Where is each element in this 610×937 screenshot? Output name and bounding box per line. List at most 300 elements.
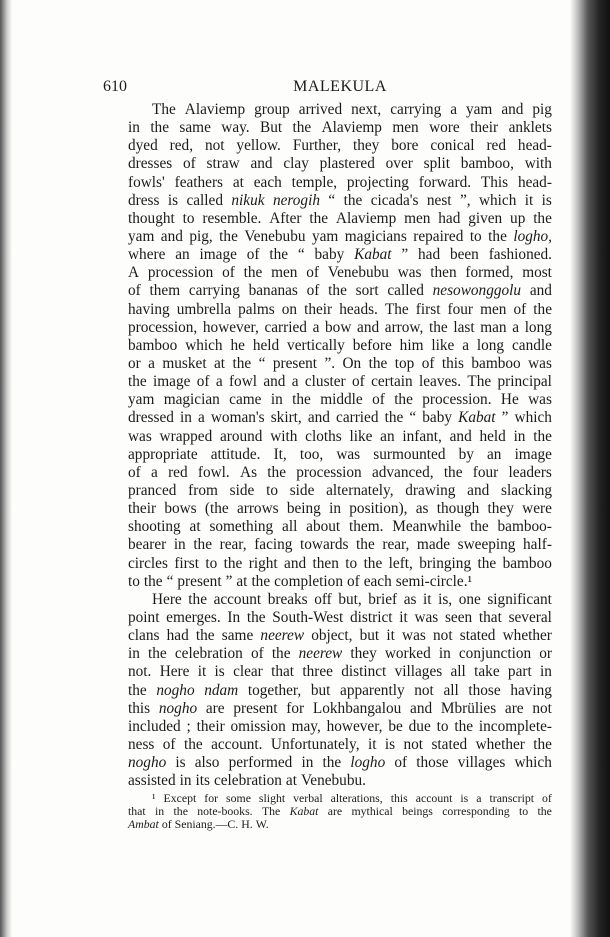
word: like	[349, 427, 373, 445]
word: the	[477, 554, 497, 572]
word: apparently	[340, 681, 405, 699]
word: the	[328, 282, 347, 300]
word: an	[487, 445, 502, 463]
word: are	[327, 804, 343, 818]
word: in	[301, 754, 314, 772]
word: villages	[457, 754, 506, 772]
word: this	[390, 791, 408, 805]
word: man	[480, 318, 507, 336]
word: three	[302, 663, 333, 681]
word: distinct	[341, 663, 387, 681]
word: verbal	[293, 791, 323, 805]
word: yam	[311, 227, 339, 245]
word: of	[196, 373, 210, 391]
word: but,	[338, 590, 362, 608]
word: not	[414, 681, 434, 699]
word: of	[182, 155, 196, 173]
word: having	[128, 300, 170, 318]
word: red,	[169, 137, 194, 155]
word: in	[540, 663, 552, 681]
word: the	[443, 463, 463, 481]
word: nest	[426, 191, 452, 209]
word: Alaviemp	[184, 101, 246, 118]
word: umbrella	[176, 300, 232, 318]
word: of	[542, 791, 552, 805]
word: middle	[320, 391, 363, 409]
word: a	[291, 373, 299, 391]
word: (the	[204, 500, 229, 518]
word: bamboo	[471, 354, 521, 372]
italic-word: logho	[350, 754, 386, 772]
word: baby	[314, 246, 345, 264]
word: It,	[273, 445, 287, 463]
word: the	[292, 391, 311, 409]
word: the	[394, 391, 413, 409]
word: not	[204, 137, 225, 155]
text-line	[128, 754, 552, 772]
word: account.	[211, 735, 263, 753]
word: given	[468, 209, 503, 227]
italic-word: Kabat	[458, 409, 496, 427]
word: the	[356, 536, 375, 554]
word: cloths	[305, 427, 342, 445]
word: “	[297, 246, 305, 264]
word: which	[185, 336, 223, 354]
word: are	[205, 699, 225, 717]
word: sort	[355, 282, 379, 300]
word: which	[514, 754, 552, 772]
word: men	[404, 209, 431, 227]
running-title: MALEKULA	[293, 78, 387, 95]
word: seen	[444, 608, 473, 626]
word: drawing	[405, 481, 456, 499]
word: or	[539, 645, 552, 663]
word: head-	[517, 137, 552, 155]
word: Here	[152, 590, 182, 608]
word: bamboo,	[460, 155, 514, 173]
word: a	[197, 409, 205, 427]
word: yellow.	[236, 137, 281, 155]
italic-word: ndam	[204, 681, 239, 699]
word: the	[428, 318, 448, 336]
word: part	[507, 663, 532, 681]
word: the	[251, 572, 271, 590]
word: bow	[325, 318, 352, 336]
word: district	[350, 608, 393, 626]
word: the	[128, 681, 147, 699]
text-line	[128, 464, 552, 482]
word: pig,	[189, 227, 213, 245]
word: dress	[128, 191, 160, 209]
text-line	[128, 282, 552, 300]
word: and	[160, 227, 183, 245]
text-line	[128, 391, 552, 409]
word: then	[430, 264, 457, 282]
word: brief	[368, 590, 398, 608]
word: In	[227, 608, 241, 626]
word: candle	[511, 336, 552, 354]
word: conical	[430, 137, 475, 155]
word: “	[258, 354, 266, 372]
word: which	[514, 409, 552, 427]
word: of	[394, 754, 408, 772]
word: carried	[336, 409, 379, 427]
word: a	[151, 463, 158, 481]
word: a	[476, 791, 482, 805]
word: magicians	[344, 227, 407, 245]
word: to	[519, 804, 529, 818]
word: dresses	[128, 155, 173, 173]
word: “	[328, 191, 336, 209]
word: repaired	[413, 227, 464, 245]
word: procession.	[422, 391, 492, 409]
word: in	[438, 645, 451, 663]
word: Venebubu	[244, 227, 306, 245]
word: before	[352, 336, 392, 354]
word: arrow,	[384, 318, 424, 336]
italic-word: nogho	[158, 699, 198, 717]
word: slacking	[501, 481, 552, 499]
word: they	[352, 137, 380, 155]
word: ”.	[324, 354, 336, 372]
word: note-books.	[197, 804, 253, 818]
footnote-line	[128, 818, 552, 831]
word: a	[512, 318, 520, 336]
word: Further,	[292, 137, 342, 155]
word: rear,	[382, 536, 410, 554]
book-binding-shadow	[0, 0, 12, 937]
word: The	[261, 804, 281, 818]
word: side	[229, 481, 255, 499]
word: not	[532, 699, 552, 717]
word: the	[454, 717, 474, 735]
word: same	[221, 627, 254, 645]
word: rear,	[219, 536, 247, 554]
word: then	[312, 554, 339, 572]
word: towards	[300, 536, 349, 554]
word: formed,	[465, 264, 514, 282]
word: forward.	[418, 173, 472, 191]
text-line	[128, 246, 552, 264]
word: they	[487, 500, 514, 518]
word: object,	[311, 627, 353, 645]
word: stated	[459, 627, 496, 645]
word: mythical	[351, 804, 393, 818]
word: The	[467, 373, 492, 391]
word: celebration	[174, 645, 243, 663]
word: left,	[388, 554, 413, 572]
word: it	[386, 627, 395, 645]
word: most	[522, 264, 552, 282]
word: and	[250, 155, 273, 173]
word: of	[222, 264, 235, 282]
word: present	[233, 699, 278, 717]
word: the	[322, 754, 342, 772]
word: together,	[247, 681, 302, 699]
word: feathers	[174, 173, 224, 191]
word: called	[186, 191, 223, 209]
word: the	[469, 518, 489, 536]
word: arrows	[236, 500, 279, 518]
word: an	[175, 246, 190, 264]
word: beings	[402, 804, 433, 818]
word: it	[367, 735, 377, 753]
word: it	[524, 191, 534, 209]
text-line	[128, 228, 552, 246]
text-line	[128, 555, 552, 573]
word: and	[449, 427, 472, 445]
word: split	[423, 155, 450, 173]
word: the	[368, 354, 388, 372]
word: or	[128, 354, 141, 372]
word: with	[270, 427, 298, 445]
word: skirt,	[270, 409, 302, 427]
word: for	[204, 791, 219, 805]
word: at	[214, 354, 226, 372]
word: as	[403, 590, 417, 608]
word: to	[345, 554, 358, 572]
word: was	[528, 354, 552, 372]
word: but	[310, 681, 331, 699]
word: several	[508, 608, 552, 626]
word: and	[501, 101, 524, 118]
text-line	[128, 155, 552, 173]
word: the	[269, 246, 289, 264]
word: group	[254, 101, 290, 118]
word: heads.	[339, 300, 378, 318]
word: The	[384, 300, 409, 318]
italic-word: nogho	[156, 681, 195, 699]
word: the	[384, 409, 404, 427]
word: with	[524, 155, 552, 173]
text-line	[128, 137, 552, 155]
page-number: 610	[103, 78, 127, 95]
word: whether	[502, 627, 552, 645]
word: him	[399, 336, 424, 354]
word: however,	[326, 717, 383, 735]
word: circles	[128, 554, 168, 572]
text-line	[128, 174, 552, 192]
text-line	[128, 319, 552, 337]
text-line	[128, 355, 552, 373]
text-line	[128, 772, 552, 790]
word: next,	[351, 101, 382, 118]
text-line	[128, 718, 552, 736]
word: was	[402, 627, 426, 645]
word: of	[372, 391, 385, 409]
word: red	[168, 463, 188, 481]
word: long	[476, 336, 505, 354]
word: to	[205, 554, 218, 572]
text-line	[128, 627, 552, 645]
word: carried	[264, 318, 307, 336]
word: those	[468, 681, 501, 699]
word: the	[271, 645, 291, 663]
word: straw	[206, 155, 240, 173]
word: leaders	[508, 463, 552, 481]
word: bore	[391, 137, 419, 155]
word: that	[128, 804, 146, 818]
word: Venebubu.	[300, 772, 366, 790]
text-line	[128, 337, 552, 355]
word: where	[128, 246, 166, 264]
word: four	[447, 300, 474, 318]
word: leaves.	[419, 373, 462, 391]
word: a	[148, 354, 155, 372]
word: Here	[159, 663, 190, 681]
word: bananas	[248, 282, 298, 300]
word: having	[510, 681, 552, 699]
word: their	[470, 119, 499, 137]
word: The	[152, 101, 176, 118]
italic-word: Kabat	[289, 804, 319, 818]
word: like	[431, 336, 455, 354]
word: made	[416, 536, 451, 554]
word: up	[510, 209, 526, 227]
word: not	[403, 735, 424, 753]
text-line	[128, 210, 552, 228]
italic-word: nerogih	[272, 191, 320, 209]
word: Mbrülies	[440, 699, 497, 717]
word: at	[285, 772, 297, 790]
word: for	[286, 699, 305, 717]
word: wrapped	[159, 427, 213, 445]
word: yam	[128, 391, 155, 409]
word: anklets	[508, 119, 552, 137]
word: in	[513, 427, 526, 445]
word: was	[397, 264, 422, 282]
text-line	[128, 264, 552, 282]
word: pig	[532, 101, 552, 118]
word: of	[513, 300, 527, 318]
word: all	[450, 663, 466, 681]
word: them	[149, 282, 181, 300]
word: their	[304, 300, 333, 318]
word: it	[197, 663, 207, 681]
word: their	[196, 717, 225, 735]
word: facing	[254, 536, 293, 554]
word: in	[329, 500, 342, 518]
word: is	[541, 191, 552, 209]
word: position),	[349, 500, 408, 518]
text-line	[128, 119, 552, 137]
word: thought	[128, 209, 175, 227]
word: this	[441, 354, 464, 372]
word: of	[246, 246, 260, 264]
word: carrying	[390, 101, 442, 118]
word: and	[284, 554, 307, 572]
word: bows	[164, 500, 197, 518]
word: in	[173, 536, 186, 554]
word: of	[351, 373, 365, 391]
word: the	[183, 735, 203, 753]
word: cluster	[304, 373, 346, 391]
italic-word: neerew	[298, 645, 343, 663]
word: in	[128, 645, 140, 663]
word: Venebubu	[327, 264, 389, 282]
word: advanced,	[371, 463, 434, 481]
footnote	[128, 792, 552, 831]
word: the	[533, 427, 552, 445]
word: the	[309, 209, 329, 227]
word: the	[219, 227, 238, 245]
word: the	[267, 463, 286, 481]
word: of	[128, 282, 141, 300]
word: is,	[438, 590, 453, 608]
word: conjunction	[458, 645, 532, 663]
word: the	[533, 209, 552, 227]
word: men	[271, 264, 298, 282]
word: one	[458, 590, 481, 608]
word: Except	[163, 791, 197, 805]
word: to	[469, 227, 482, 245]
word: omission	[230, 717, 286, 735]
word: is	[460, 791, 469, 805]
word: something	[209, 518, 274, 536]
word: ness	[128, 735, 155, 753]
word: the	[292, 119, 312, 137]
word: the	[193, 536, 213, 554]
word: was	[528, 391, 552, 409]
text-line	[128, 645, 552, 663]
word: bearer	[128, 536, 167, 554]
word: last	[453, 318, 475, 336]
word: magician	[163, 391, 220, 409]
word: image	[514, 445, 552, 463]
word: at	[232, 173, 244, 191]
word: to	[266, 481, 278, 499]
word: it	[423, 590, 432, 608]
word: due	[408, 717, 431, 735]
word: This	[480, 173, 509, 191]
word: “	[166, 572, 174, 590]
word: first	[415, 300, 441, 318]
word: is	[384, 735, 396, 753]
word: present	[177, 572, 222, 590]
text-line	[128, 700, 552, 718]
word: that	[271, 663, 295, 681]
word: bringing	[419, 554, 472, 572]
word: half-	[523, 536, 552, 554]
word: each	[253, 173, 282, 191]
word: of	[162, 735, 176, 753]
word: the	[188, 590, 207, 608]
word: is	[167, 191, 179, 209]
word: projecting	[346, 173, 409, 191]
text-line	[128, 536, 552, 554]
word: stated	[431, 735, 468, 753]
text-line	[128, 101, 552, 119]
word: had	[418, 246, 441, 264]
word: the	[537, 804, 552, 818]
word: baby	[422, 409, 453, 427]
word: attitude.	[210, 445, 261, 463]
word: Seniang.—C.	[174, 817, 239, 831]
word: included	[128, 717, 181, 735]
word: of	[306, 264, 319, 282]
word: to	[182, 209, 195, 227]
word: performed	[228, 754, 293, 772]
word: take	[474, 663, 500, 681]
word: H.	[241, 817, 253, 831]
word: incomplete-	[478, 717, 552, 735]
text-line	[128, 301, 552, 319]
word: clay	[283, 155, 309, 173]
word: shooting	[128, 518, 181, 536]
word: emerges.	[166, 608, 221, 626]
word: ”	[401, 246, 409, 264]
word: point	[128, 608, 160, 626]
